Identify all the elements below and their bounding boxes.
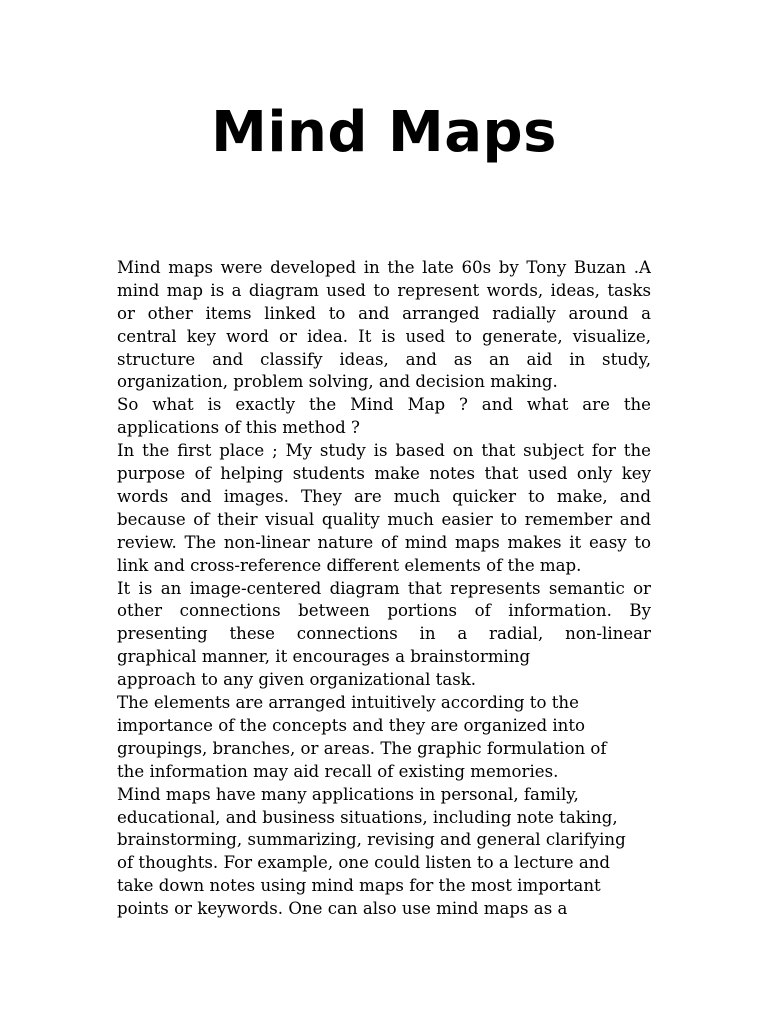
text-line: or other items linked to and arranged radially around a (117, 303, 651, 323)
text-line: Mind maps were developed in the late 60s by Tony Buzan .A (117, 258, 651, 277)
text-line: link and cross-reference different elements of the map. (117, 555, 582, 575)
text-line: because of their visual quality much easier to remember and (117, 509, 651, 529)
text-line: take down notes using mind maps for the most important (117, 876, 601, 896)
body-text (117, 257, 651, 921)
text-line: brainstorming, summarizing, revising and general clarifying (117, 830, 626, 850)
text-line: The elements are arranged intuitively according to the (117, 693, 579, 712)
text-line: purpose of helping students make notes that used only key (117, 464, 651, 484)
text-line: In the first place ; My study is based on that subject for the (117, 441, 651, 461)
text-line: organization, problem solving, and decision making. (117, 372, 558, 392)
text-line: structure and classify ideas, and as an aid in study, (117, 349, 651, 369)
text-line: the information may aid recall of existing memories. (117, 761, 559, 781)
text-line: applications of this method ? (117, 418, 360, 438)
text-line: So what is exactly the Mind Map ? and what are the (117, 395, 651, 415)
text-line: review. The non-linear nature of mind maps makes it easy to (117, 532, 651, 552)
text-line: importance of the concepts and they are organized into (117, 715, 586, 735)
text-line: mind map is a diagram used to represent words, ideas, tasks (117, 280, 651, 300)
text-line: of thoughts. For example, one could listen to a lecture and (117, 853, 611, 873)
text-line: groupings, branches, or areas. The graphic formulation of (117, 738, 607, 758)
text-line: presenting these connections in a radial, non-linear (117, 624, 651, 644)
text-line: educational, and business situations, including note taking, (117, 807, 618, 827)
text-line: approach to any given organizational task. (117, 670, 477, 690)
text-line: central key word or idea. It is used to generate, visualize, (117, 326, 651, 346)
text-line: points or keywords. One can also use mind maps as a (117, 899, 568, 919)
page-title: Mind Maps (211, 100, 557, 165)
text-line: other connections between portions of information. By (117, 601, 651, 621)
text-line: graphical manner, it encourages a brainstorming (117, 647, 531, 667)
text-line: words and images. They are much quicker to make, and (117, 486, 651, 506)
text-line: Mind maps have many applications in personal, family, (117, 784, 579, 804)
text-line: It is an image-centered diagram that represents semantic or (117, 578, 651, 598)
